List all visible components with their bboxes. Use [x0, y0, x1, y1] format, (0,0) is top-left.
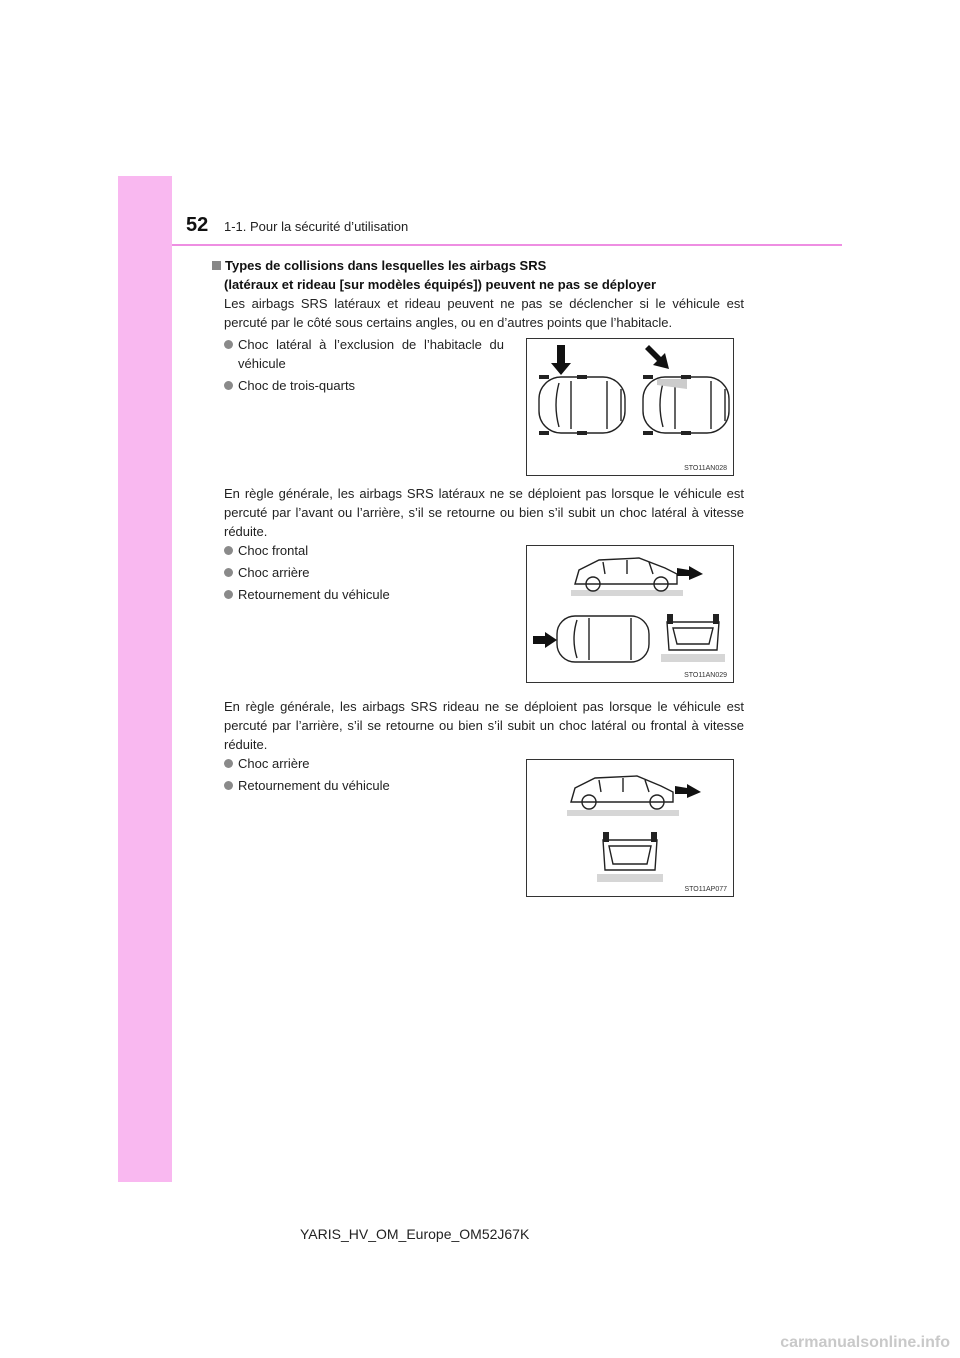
- paragraph-3: En règle générale, les airbags SRS rideau ne se déploient pas lorsque le véhicule est percuté par l’arrière, s’il se retourne ou bien s’il subit un choc latéral ou frontal à vitesse réduite.: [224, 699, 744, 752]
- page-number: 52: [186, 214, 209, 236]
- list-item: Choc latéral à l’exclusion de l’habitacle du véhicule: [224, 335, 504, 373]
- list-item: Retournement du véhicule: [224, 776, 504, 795]
- section-title-line2: (latéraux et rideau [sur modèles équipés]) peuvent ne pas se déployer: [224, 277, 657, 292]
- paragraph-2: En règle générale, les airbags SRS latéraux ne se déploient pas lorsque le véhicule est percuté par l’avant ou l’arrière, s’il se retourne ou bien s’il subit un choc latéral à vitesse réduite.: [224, 486, 744, 539]
- bullet-list-1: [224, 335, 504, 398]
- header-rule: [172, 244, 842, 246]
- list-item: Choc arrière: [224, 754, 504, 773]
- car-top-view-illustration: [527, 339, 733, 475]
- bullet-list-3: [224, 754, 504, 798]
- bullet-list-2: [224, 541, 504, 607]
- footer-doc-id: YARIS_HV_OM_Europe_OM52J67K: [300, 1226, 530, 1242]
- watermark: carmanualsonline.info: [780, 1334, 950, 1351]
- list-item: Choc frontal: [224, 541, 504, 560]
- section-title-line1: Types de collisions dans lesquelles les airbags SRS: [225, 258, 547, 273]
- figure-code: STO11AP077: [684, 886, 727, 893]
- figure-code: STO11AN028: [684, 465, 727, 472]
- side-color-band: [118, 176, 172, 1182]
- car-impacts-illustration: [527, 546, 733, 682]
- list-item: Choc arrière: [224, 563, 504, 582]
- chapter-title: 1-1. Pour la sécurité d’utilisation: [224, 219, 409, 234]
- paragraph-1: Les airbags SRS latéraux et rideau peuvent ne pas se déclencher si le véhicule est percuté par le côté sous certains angles, ou en d’autres points que l’habitacle.: [224, 296, 744, 330]
- car-rear-rollover-illustration: [527, 760, 733, 896]
- figure-front-rear-rollover: [526, 545, 734, 683]
- list-item: Retournement du véhicule: [224, 585, 504, 604]
- figure-rear-rollover: [526, 759, 734, 897]
- section-heading: [212, 256, 772, 294]
- list-item: Choc de trois-quarts: [224, 376, 504, 395]
- figure-code: STO11AN029: [684, 672, 727, 679]
- figure-side-impact: [526, 338, 734, 476]
- square-bullet-icon: [212, 261, 221, 270]
